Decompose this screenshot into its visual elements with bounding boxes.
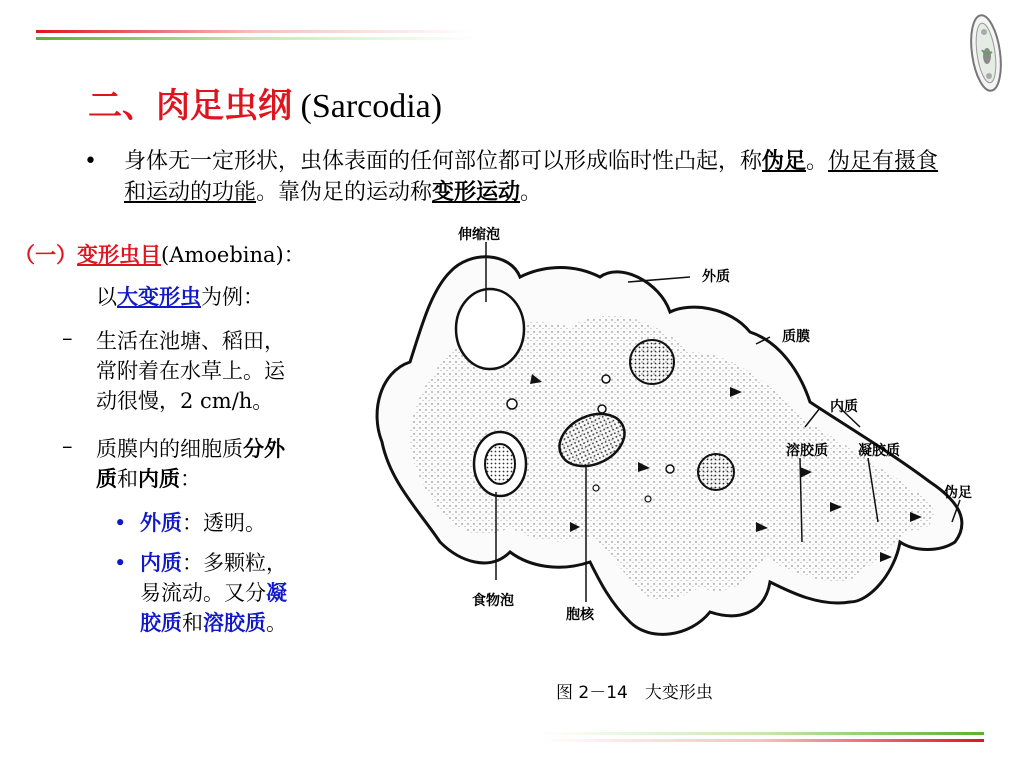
ectoplasm-name: 外质	[140, 510, 182, 535]
page-title	[88, 78, 442, 127]
label-plasma-membrane: 质膜	[782, 329, 810, 345]
top-bar-green	[36, 37, 476, 40]
bullet-text-1: 身体无一定形状，虫体表面的任何部位都可以形成临时性凸起，称	[124, 149, 763, 174]
paramecium-logo-icon	[964, 10, 1008, 96]
title-chinese: 二、肉足虫纲	[88, 86, 292, 126]
contractile-vacuole	[456, 289, 524, 369]
endoplasm-period: 。	[266, 611, 287, 635]
section-latin: (Amoebina)：	[161, 243, 305, 267]
habitat-item	[96, 326, 285, 416]
term-plasmagel-1: 凝	[266, 580, 287, 605]
label-pseudopod: 伪足	[944, 485, 972, 501]
label-ectoplasm: 外质	[702, 269, 730, 285]
cytoplasm-text: 质膜内的细胞质	[96, 437, 243, 461]
term-amoeboid-movement: 变形运动	[432, 179, 521, 205]
endoplasm-item	[140, 548, 287, 638]
term-plasmasol: 溶胶质	[203, 610, 266, 635]
term-pseudopod: 伪足	[762, 148, 807, 174]
habitat-line-3: 动很慢，2 cm/h。	[96, 389, 274, 413]
bullet-marker: •	[84, 149, 97, 174]
bottom-bar-green	[540, 732, 984, 735]
endoplasm-and: 和	[182, 611, 203, 635]
dash-marker-2: –	[62, 434, 73, 458]
label-plasmasol: 溶胶质	[786, 443, 828, 459]
bullet-text-7: 。	[520, 180, 543, 205]
label-food-vacuole: 食物泡	[472, 593, 514, 609]
endoplasm-desc-2: 易流动。又分	[140, 581, 266, 605]
section-number: （一）	[14, 242, 77, 267]
main-bullet-text	[124, 146, 956, 208]
cytoplasm-ecto-char: 质	[96, 466, 117, 491]
bottom-bar-red	[540, 739, 984, 742]
example-species: 大变形虫	[117, 284, 201, 309]
food-vacuole	[485, 444, 515, 484]
dash-marker-1: –	[62, 326, 73, 350]
example-post: 为例：	[201, 285, 264, 309]
term-plasmagel-2: 胶质	[140, 610, 182, 635]
cytoplasm-endo: 内质	[138, 466, 180, 491]
cytoplasm-and: 和	[117, 467, 138, 491]
endoplasm-name: 内质	[140, 550, 182, 575]
ectoplasm-item	[140, 508, 266, 538]
figure-caption: 图 2－14 大变形虫	[556, 683, 713, 703]
label-endoplasm: 内质	[830, 399, 858, 415]
cytoplasm-item	[96, 434, 285, 494]
habitat-line-1: 生活在池塘、稻田，	[96, 329, 285, 353]
bullet-text-5: 。靠伪足的运动称	[256, 180, 433, 205]
cytoplasm-divide: 分外	[243, 436, 285, 461]
top-bar-red	[36, 30, 476, 33]
cytoplasm-colon: ：	[180, 467, 201, 491]
sub-bullet-marker-1: •	[114, 511, 127, 535]
example-line	[96, 282, 264, 312]
label-plasmagel: 凝胶质	[858, 443, 900, 459]
pseudopod-function: 伪足有摄食和运动的功能	[124, 149, 939, 205]
bullet-text-3: 。	[806, 149, 829, 174]
endoplasm-desc-1: ：多颗粒，	[182, 551, 287, 575]
section-name: 变形虫目	[77, 242, 161, 267]
habitat-line-2: 常附着在水草上。运	[96, 359, 285, 383]
ectoplasm-desc: ：透明。	[182, 511, 266, 535]
sub-bullet-marker-2: •	[114, 551, 127, 575]
main-bullet	[84, 146, 956, 208]
title-latin: (Sarcodia)	[292, 88, 443, 125]
label-contractile-vacuole: 伸缩泡	[458, 227, 500, 243]
example-pre: 以	[96, 285, 117, 309]
label-nucleus: 胞核	[566, 607, 594, 623]
section-heading	[14, 240, 305, 270]
